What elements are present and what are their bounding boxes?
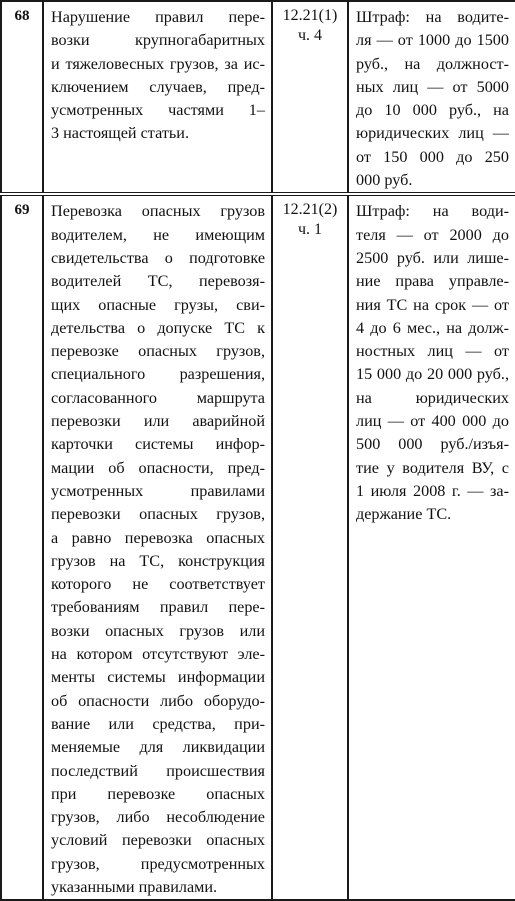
text-line: теля — от 2000 до (356, 225, 509, 244)
text-line: ностных лиц — от (356, 342, 509, 361)
text-line: держание ТС. (356, 505, 452, 524)
text-line: перевозки опасных грузов, (51, 505, 265, 524)
text-line: от 150 000 до 250 (356, 147, 509, 166)
text-line: указанными правилами. (51, 877, 218, 896)
text-line: 000 руб. (356, 171, 413, 190)
row-number: 68 (1, 1, 43, 194)
text-line: детельства о допуске ТС к (51, 318, 265, 337)
text-line: ч. 1 (297, 221, 323, 239)
text-line: 500 000 руб./изъя- (356, 435, 509, 454)
article-text (273, 196, 347, 240)
text-line: свидетельства о подготовке (51, 248, 265, 267)
text-line: ние права управле- (356, 272, 509, 291)
penalty-text (349, 196, 515, 526)
text-line: вание или средства, при- (51, 714, 265, 733)
text-line: 2500 руб. или лише- (356, 248, 509, 267)
text-line: перевозки или аварийной (51, 412, 265, 431)
text-line: усмотренных правилами (51, 481, 265, 500)
text-line: на юридических (356, 388, 509, 407)
text-line: грузов, либо несоблюдение (51, 808, 265, 827)
violation-description (43, 194, 272, 900)
text-line: на котором отсутствуют эле- (51, 645, 265, 664)
penalty-text (349, 2, 515, 192)
text-line: усмотренных частями 1– (51, 101, 265, 120)
text-line: 4 до 6 мес., на долж- (356, 318, 509, 337)
text-line: условий перевозки опасных (51, 831, 265, 850)
article-text (273, 2, 347, 46)
text-line: водителей ТС, перевозя- (51, 272, 265, 291)
text-line: 12.21(1) (282, 7, 338, 24)
text-line: возки крупногабаритных (51, 31, 265, 50)
text-line: грузов, предусмотренных (51, 854, 265, 873)
text-line: меняемые для ликвидации (51, 738, 265, 757)
text-line: а равно перевозка опасных (51, 528, 265, 547)
text-line: ния ТС на срок — от (356, 295, 509, 314)
text-line: до 10 000 руб., на (356, 101, 509, 120)
table-row (1, 1, 515, 194)
text-line: ключением случаев, пред- (51, 77, 265, 96)
violation-description (43, 1, 272, 194)
text-line: мации об опасности, пред- (51, 458, 265, 477)
text-line: специального разрешения, (51, 365, 265, 384)
description-text (44, 2, 271, 146)
penalty-description (348, 194, 515, 900)
text-line: 15 000 до 20 000 руб., (356, 365, 509, 384)
text-line: Штраф: на води- (356, 202, 509, 221)
text-line: 12.21(2) (282, 201, 338, 219)
text-line: ч. 4 (297, 27, 323, 44)
text-line: 1 июля 2008 г. — за- (356, 481, 509, 500)
text-line: тие у водителя ВУ, с (356, 458, 509, 477)
text-line: карточки системы инфор- (51, 435, 265, 454)
text-line: лиц — от 400 000 до (356, 412, 509, 431)
text-line: водителем, не имеющим (51, 225, 265, 244)
text-line: об опасности либо оборудо- (51, 691, 265, 710)
text-line: Штраф: на водите- (356, 8, 509, 26)
text-line: 3 настоящей статьи. (51, 124, 190, 143)
text-line: последствий происшествия (51, 761, 265, 780)
text-line: Перевозка опасных грузов (51, 202, 265, 221)
text-line: требованиям правил пере- (51, 598, 265, 617)
text-line: юридических лиц — (356, 124, 509, 143)
text-line: ля — от 1000 до 1500 (356, 31, 509, 50)
article-reference (272, 194, 348, 900)
text-line: грузов на ТС, конструкция (51, 551, 265, 570)
text-line: руб., на должност- (356, 54, 509, 73)
text-line: менты системы информации (51, 668, 265, 687)
text-line: при перевозке опасных (51, 784, 265, 803)
text-line: согласованного маршрута (51, 388, 265, 407)
penalty-description (348, 1, 515, 194)
text-line: которого не соответствует (51, 575, 265, 594)
row-number: 69 (1, 194, 43, 900)
text-line: возки опасных грузов или (51, 621, 265, 640)
article-reference (272, 1, 348, 194)
text-line: перевозке опасных грузов, (51, 342, 265, 361)
text-line: ных лиц — от 5000 (356, 77, 509, 96)
text-line: щих опасные грузы, сви- (51, 295, 265, 314)
table-row (1, 194, 515, 900)
text-line: Нарушение правил пере- (51, 8, 265, 26)
text-line: и тяжеловесных грузов, за ис- (51, 54, 265, 73)
